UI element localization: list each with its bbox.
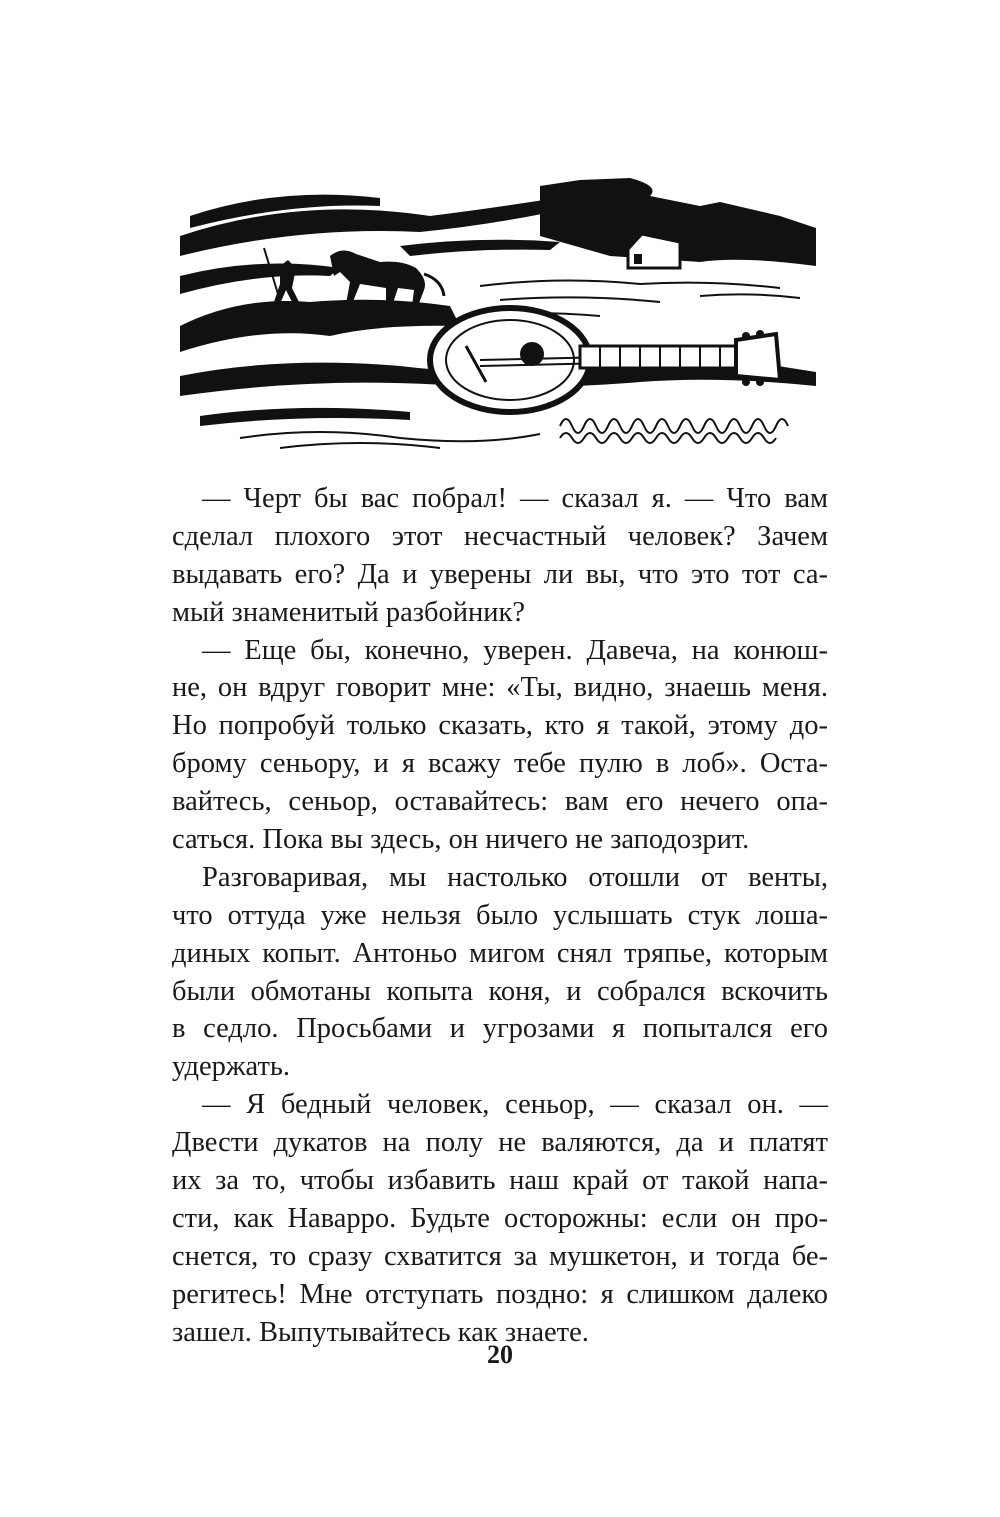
text-line: брому сеньору, и я всажу тебе пулю в лоб». Оста- [172, 748, 828, 780]
text-line: вайтесь, сеньор, оставайтесь: вам его нечего опа- [172, 786, 828, 818]
text-line: удержать. [172, 1051, 291, 1083]
text-line: — Я бедный человек, сеньор, — сказал он. — [202, 1089, 828, 1121]
book-illustration [180, 176, 816, 458]
text-line: сти, как Наварро. Будьте осторожны: если он про- [172, 1202, 828, 1234]
text-line: сделал плохого этот несчастный человек? Зачем [172, 520, 828, 552]
text-line: их за то, чтобы избавить наш край от такой напа- [172, 1165, 828, 1197]
text-line: диных копыт. Антоньо мигом снял тряпье, которым [172, 937, 828, 969]
text-line: — Еще бы, конечно, уверен. Давеча, на конюш- [202, 634, 828, 666]
text-line: — Черт бы вас побрал! — сказал я. — Что вам [202, 483, 828, 514]
ink-drawing-landscape-mandolin [180, 176, 816, 458]
text-line: были обмотаны копыта коня, и собрался вскочить [172, 975, 828, 1007]
text-line: в седло. Просьбами и угрозами я попытался его [172, 1013, 828, 1045]
text-line: Двести дукатов на полу не валяются, да и платят [172, 1127, 828, 1159]
text-line: выдавать его? Да и уверены ли вы, что это тот са- [172, 558, 828, 590]
text-line: саться. Пока вы здесь, он ничего не заподозрит. [172, 824, 750, 856]
text-line: регитесь! Мне отступать поздно: я слишком далеко [172, 1278, 828, 1310]
page-number: 20 [487, 1340, 513, 1369]
text-line: что оттуда уже нельзя было услышать стук лоша- [172, 899, 828, 931]
text-line: Разговаривая, мы настолько отошли от венты, [202, 861, 828, 893]
text-line: Но попробуй только сказать, кто я такой, этому до- [172, 710, 828, 742]
text-line: мый знаменитый разбойник? [172, 596, 526, 628]
text-line: зашел. Выпутывайтесь как знаете. [172, 1316, 589, 1348]
body-text [172, 480, 828, 1351]
text-line: снется, то сразу схватится за мушкетон, и тогда бе- [172, 1240, 828, 1272]
text-line: не, он вдруг говорит мне: «Ты, видно, знаешь меня. [172, 672, 828, 704]
